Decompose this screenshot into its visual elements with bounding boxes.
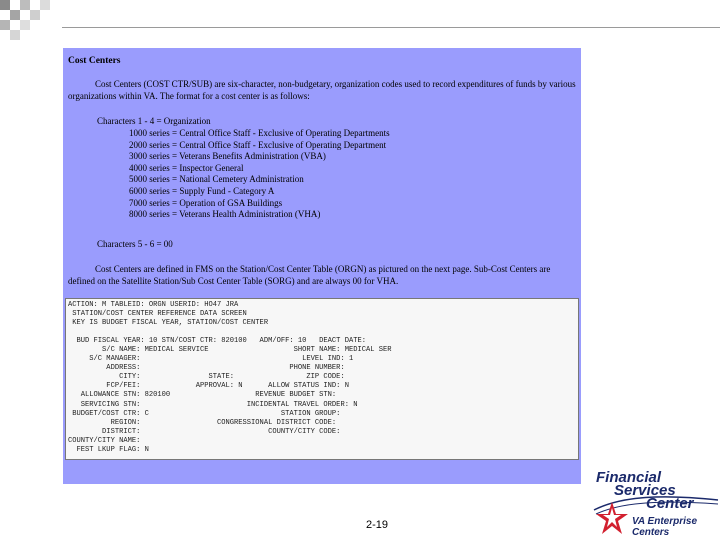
checkered-corner-decoration (0, 0, 60, 40)
series-item: 3000 series = Veterans Benefits Administration (VBA) (129, 151, 326, 162)
page-number: 2-19 (366, 519, 389, 531)
terminal-screen-capture (65, 298, 579, 460)
terminal-lines: ACTION: M TABLEID: ORGN USERID: HO47 JRA STATION/COST CENTER REFERENCE DATA SCREEN KEY IS BUDGET FISCAL YEAR, STATION/COST CENTER BUD FISCAL YEAR: 10 STN/COST CTR: 820100 ADM/OFF: 10 DEACT DATE: S/C NAME: MEDICAL SERVICE SHORT NAME: MEDICAL SER S/C MANAGER: LEVEL IND: 1 ADDRESS: PHONE NUMBER: CITY: STATE: ZIP CODE: FCP/FEI: APPROVAL: N ALLOW STATUS IND: N ALLOWANCE STN: 820100 REVENUE BUDGET STN: SERVICING STN: INCIDENTAL TRAVEL ORDER: N BUDGET/COST CTR: C STATION GROUP: REGION: CONGRESSIONAL DISTRICT CODE: DISTRICT: COUNTY/CITY CODE: COUNTY/CITY NAME: FEST LKUP FLAG: N (68, 301, 392, 454)
series-item: 8000 series = Veterans Health Administration (VHA) (129, 209, 321, 220)
logo-text-centers: Centers (632, 527, 670, 538)
logo-text-financial: Financial (596, 469, 662, 486)
series-item: 4000 series = Inspector General (129, 162, 244, 173)
characters-5-6-line: Characters 5 - 6 = 00 (97, 239, 173, 249)
series-list (129, 128, 390, 221)
characters-1-4-heading: Characters 1 - 4 = Organization (97, 116, 211, 126)
series-item: 7000 series = Operation of GSA Buildings (129, 197, 283, 208)
series-item: 2000 series = Central Office Staff - Exclusive of Operating Department (129, 139, 387, 150)
series-item: 1000 series = Central Office Staff - Exclusive of Operating Departments (129, 128, 390, 138)
cost-center-definition: Cost Centers are defined in FMS on the Station/Cost Center Table (ORGN) as pictured on the next page. Sub-Cost Centers are defined on the Satellite Station/Sub Cost Center Table (SORG) and are always 00 for VHA. (68, 264, 551, 286)
header-divider (62, 27, 720, 28)
intro-paragraph: Cost Centers (COST CTR/SUB) are six-character, non-budgetary, organization codes used to record expenditures of funds by various organizations within VA. The format for a cost center is as follows: (68, 79, 576, 101)
document-title: Cost Centers (68, 56, 121, 66)
series-item: 6000 series = Supply Fund - Category A (129, 185, 275, 196)
series-item: 5000 series = National Cemetery Administration (129, 174, 304, 185)
logo-text-services: Services (614, 482, 676, 499)
logo-text-center: Center (646, 495, 694, 512)
fsc-logo (592, 466, 720, 540)
document-scan (63, 48, 581, 484)
logo-text-va-enterprise: VA Enterprise (632, 516, 698, 527)
